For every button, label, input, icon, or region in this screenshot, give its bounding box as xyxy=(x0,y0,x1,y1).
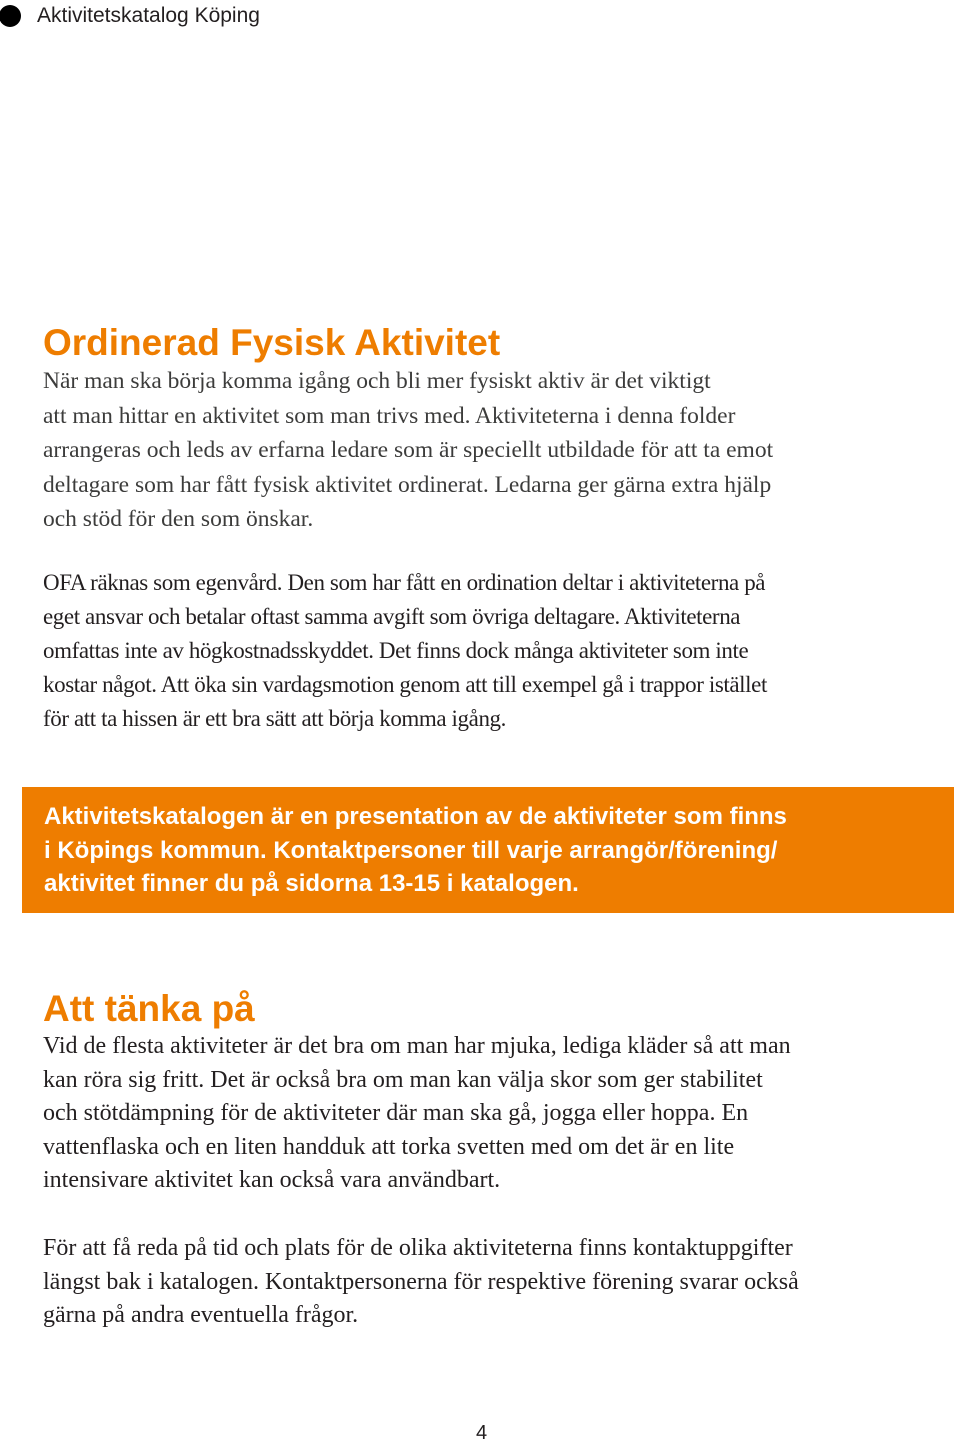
text-line: att man hittar en aktivitet som man trivs med. Aktiviteterna i denna folder xyxy=(43,402,736,429)
text-line: Vid de flesta aktiviteter är det bra om man har mjuka, lediga kläder så att man xyxy=(43,1033,791,1059)
ofa-paragraph xyxy=(43,566,943,736)
text-line: deltagare som har fått fysisk aktivitet ordinerat. Ledarna ger gärna extra hjälp xyxy=(43,471,772,498)
text-line: vattenflaska och en liten handduk att torka svetten med om det är en lite xyxy=(43,1133,735,1160)
text-line: för att ta hissen är ett bra sätt att börja komma igång. xyxy=(43,706,507,731)
text-line: OFA räknas som egenvård. Den som har fått en ordination deltar i aktiviteterna på xyxy=(43,570,766,595)
text-line: intensivare aktivitet kan också vara användbart. xyxy=(43,1167,501,1194)
header-title: Aktivitetskatalog Köping xyxy=(37,4,260,27)
section-heading-att-tanka-pa: Att tänka på xyxy=(43,988,255,1029)
info-banner xyxy=(22,787,954,913)
text-line: kan röra sig fritt. Det är också bra om man kan välja skor som ger stabilitet xyxy=(43,1066,763,1093)
banner-line: i Köpings kommun. Kontaktpersoner till varje arrangör/förening/ xyxy=(44,836,778,864)
text-line: gärna på andra eventuella frågor. xyxy=(43,1302,359,1329)
contact-paragraph xyxy=(43,1232,943,1333)
text-line: och stötdämpning för de aktiviteter där man ska gå, jogga eller hoppa. En xyxy=(43,1100,749,1127)
text-line: eget ansvar och betalar oftast samma avgift som övriga deltagare. Aktiviteterna xyxy=(43,604,741,629)
text-line: När man ska börja komma igång och bli mer fysiskt aktiv är det viktigt xyxy=(43,368,711,394)
page-header xyxy=(0,2,260,30)
text-line: längst bak i katalogen. Kontaktpersonerna för respektive förening svarar också xyxy=(43,1268,799,1295)
text-line: omfattas inte av högkostnadsskyddet. Det finns dock många aktiviteter som inte xyxy=(43,638,749,663)
text-line: För att få reda på tid och plats för de olika aktiviteterna finns kontaktuppgifter xyxy=(43,1235,793,1261)
bullet-dot-icon xyxy=(0,5,21,27)
intro-paragraph xyxy=(43,364,943,537)
page-number: 4 xyxy=(476,1422,488,1444)
banner-line: aktivitet finner du på sidorna 13-15 i katalogen. xyxy=(44,870,579,897)
text-line: kostar något. Att öka sin vardagsmotion genom att till exempel gå i trappor istället xyxy=(43,672,767,697)
section-heading-ordinerad: Ordinerad Fysisk Aktivitet xyxy=(43,322,501,363)
banner-line: Aktivitetskatalogen är en presentation av de aktiviteter som finns xyxy=(44,803,787,830)
clothing-paragraph xyxy=(43,1030,943,1198)
text-line: arrangeras och leds av erfarna ledare som är speciellt utbildade för att ta emot xyxy=(43,437,774,463)
text-line: och stöd för den som önskar. xyxy=(43,506,314,532)
